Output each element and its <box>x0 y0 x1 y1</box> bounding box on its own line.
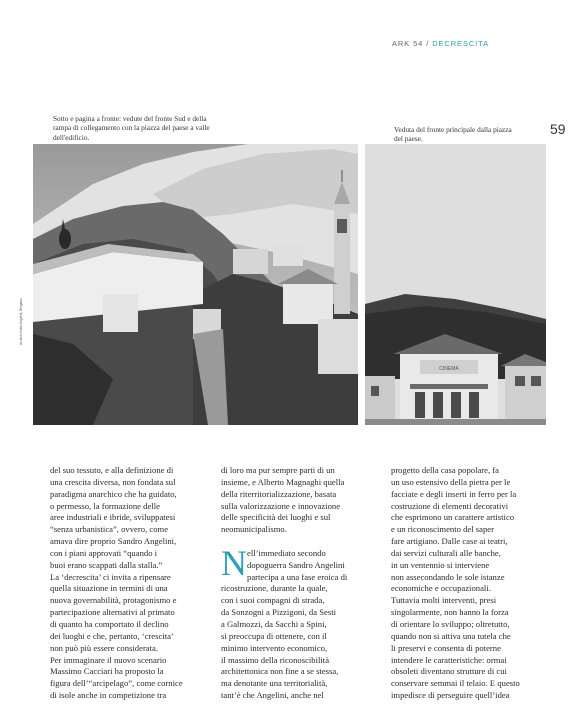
text-line: si preoccupa di ottenere, con il <box>221 630 327 641</box>
text-line: ma denotante una territorialità, <box>221 678 328 689</box>
text-line: ell’immediato secondo <box>247 547 326 558</box>
text-line: insieme, e Alberto Magnaghi quella <box>221 476 345 487</box>
text-line: partecipazione alternativi al primato <box>50 607 175 618</box>
text-column-1 <box>50 465 212 702</box>
text-line: “senza urbanistica”, ovvero, come <box>50 524 169 535</box>
text-line: e un riconoscimento del saper <box>391 524 494 535</box>
text-line: non assecondando le sole istanze <box>391 571 505 582</box>
photo-village-south-front <box>33 144 358 425</box>
text-line: di orientare lo sviluppo; oltretutto, <box>391 618 510 629</box>
text-line: li preservi e consenta di poterne <box>391 642 501 653</box>
text-line: nuova governabilità, protagonismo e <box>50 595 177 606</box>
text-line: dopoguerra Sandro Angelini <box>247 559 345 570</box>
text-line: La ‘decrescita’ ci invita a ripensare <box>50 571 171 582</box>
text-line: non può più essere considerata. <box>50 642 159 653</box>
text-line: da Sonzogni a Pizzigoni, da Sesti <box>221 607 336 618</box>
cinema-sign: CINEMA <box>439 366 459 372</box>
text-line: quella situazione in termini di una <box>50 583 168 594</box>
running-header <box>392 39 489 48</box>
text-line: partecipa a una fase eroica di <box>247 571 348 582</box>
text-line: di loro ma pur sempre parti di un <box>221 465 335 475</box>
text-line: architettonica non fine a se stessa, <box>221 666 339 677</box>
text-line: singolarmente, non hanno la forza <box>391 607 509 618</box>
text-line: facciate e degli inserti in ferro per la <box>391 488 517 499</box>
caption-left: Sotto e pagina a fronte: vedute del fronte Sud e della rampa di collegamento con la piazza del paese a valle dell'edificio. <box>53 114 210 142</box>
text-line: buoi erano scappati dalla stalla.” <box>50 559 163 570</box>
text-line: Per immaginare il nuovo scenario <box>50 654 167 665</box>
text-column-3 <box>391 465 546 702</box>
text-line: che esprimono un carattere artistico <box>391 512 515 523</box>
text-line: quando non si attiva una tutela che <box>391 630 511 641</box>
text-line: figura dell’“arcipelago”, come cornice <box>50 678 183 689</box>
text-line: paradigma anarchico che ha guidato, <box>50 488 177 499</box>
text-line: minimo intervento economico, <box>221 642 328 653</box>
text-line: delle specificità dei luoghi e sul <box>221 512 331 523</box>
header-section: ARK 54 <box>392 39 424 48</box>
text-line: il massimo della riconoscibilità <box>221 654 330 665</box>
text-line: amava dire proprio Sandro Angelini, <box>50 536 177 547</box>
text-line: economiche e occupazionali. <box>391 583 491 594</box>
text-line: Tuttavia molti interventi, presi <box>391 595 497 606</box>
text-line: di isole anche in competizione tra <box>50 690 167 701</box>
text-line: tant’è che Angelini, anche nel <box>221 690 324 701</box>
text-column-2 <box>221 465 371 702</box>
text-line: fare artigiano. Dalle case ai teatri, <box>391 536 508 547</box>
text-line: dei luoghi e che, pertanto, ‘crescita’ <box>50 630 174 641</box>
text-line: con i piani approvati “quando i <box>50 547 158 558</box>
text-line: di quanto ha comportato il declino <box>50 618 169 629</box>
header-separator: / <box>423 39 433 48</box>
page-number: 59 <box>550 121 566 137</box>
text-line: della riterritorializzazione, basata <box>221 488 337 499</box>
text-line: o permesso, la formazione delle <box>50 500 160 511</box>
header-topic: DECRESCITA <box>432 39 489 48</box>
text-line: progetto della casa popolare, fa <box>391 465 500 475</box>
photo-main-front <box>365 144 546 425</box>
text-line: conservare semmai il telaio. E questo <box>391 678 520 689</box>
text-line: sulla valorizzazione e innovazione <box>221 500 341 511</box>
text-line: obsoleti diventano strutture di cui <box>391 666 507 677</box>
text-line: aree industriali e ibride, sviluppatesi <box>50 512 176 523</box>
text-line: del suo tessuto, e alla definizione di <box>50 465 174 475</box>
text-line: in un ventennio si interviene <box>391 559 490 570</box>
text-line: una crescita diversa, non fondata sul <box>50 476 176 487</box>
text-line: con i suoi compagni di strada, <box>221 595 325 606</box>
text-line: Massimo Cacciari ha proposto la <box>50 666 164 677</box>
text-line: ricostruzione, durante la quale, <box>221 583 328 594</box>
text-line: costruzione di elementi decorativi <box>391 500 509 511</box>
photo-credit: Archivio fondo Angelini, Bergamo <box>19 298 23 345</box>
caption-right: Veduta del fronte principale dalla piazza del paese. <box>394 125 512 144</box>
text-line: dai servizi culturali alle banche, <box>391 547 501 558</box>
text-line: impedisce di perseguire quell’idea <box>391 690 510 701</box>
text-line: un uso estensivo della pietra per le <box>391 476 511 487</box>
text-line: neomunicipalismo. <box>221 524 287 535</box>
text-line: intendere le caratteristiche: ormai <box>391 654 507 665</box>
text-line: a Galmozzi, da Sacchi a Spini, <box>221 618 327 629</box>
dropcap: N <box>221 542 247 583</box>
